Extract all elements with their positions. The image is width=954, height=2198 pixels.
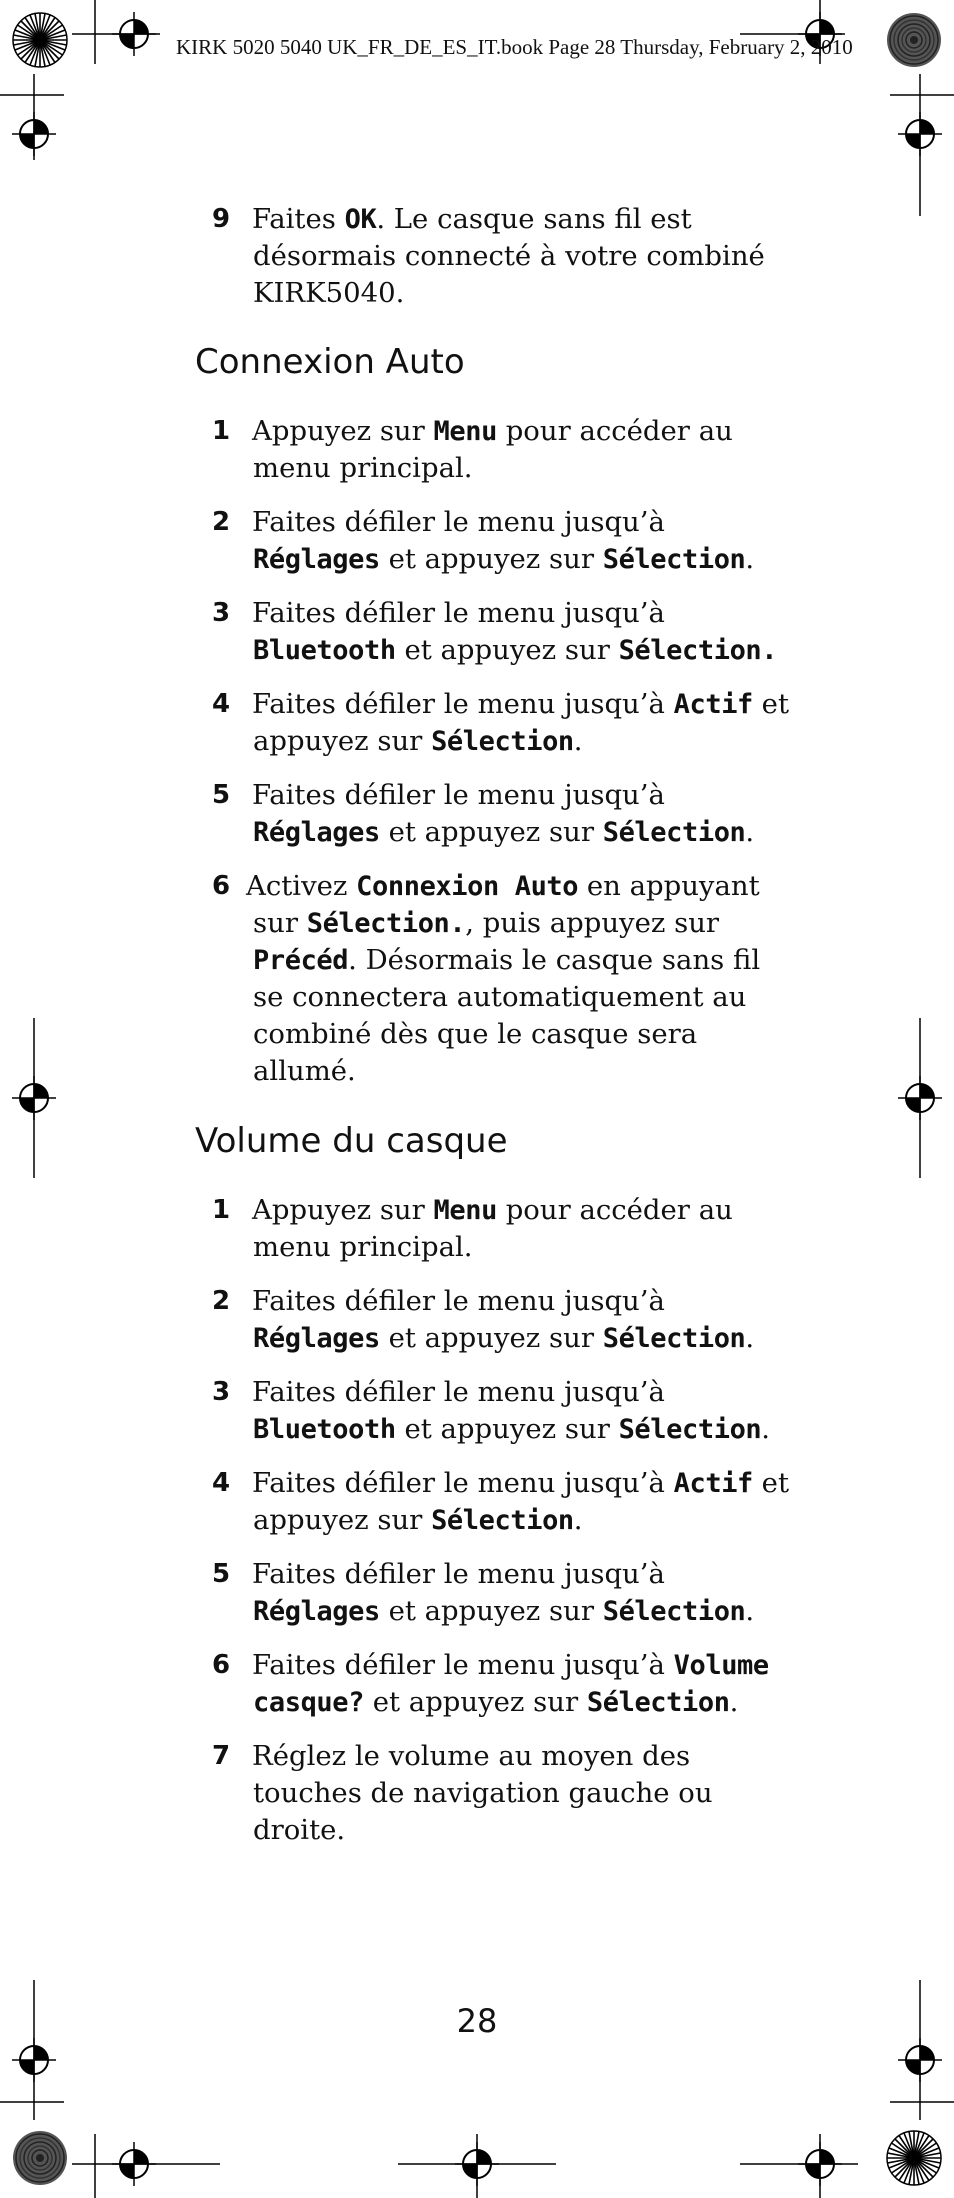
key-label: OK bbox=[344, 204, 377, 235]
step-line: désormais connecté à votre combiné bbox=[253, 240, 765, 272]
step-number: 5 bbox=[212, 1559, 231, 1589]
step-number: 1 bbox=[212, 416, 231, 446]
step-number: 6 bbox=[212, 1650, 231, 1680]
step-text: et appuyez sur bbox=[379, 1595, 603, 1627]
step-number: 2 bbox=[212, 507, 231, 537]
step-text: sur bbox=[253, 907, 307, 939]
step-text: appuyez sur bbox=[253, 725, 432, 757]
key-label: Actif bbox=[673, 1468, 753, 1499]
step-line: Faites défiler le menu jusqu’à bbox=[252, 1558, 665, 1590]
step-text: en appuyant bbox=[578, 870, 760, 902]
step-line: KIRK5040. bbox=[253, 277, 405, 309]
key-label: Sélection bbox=[618, 1414, 762, 1445]
step-line: menu principal. bbox=[253, 452, 473, 484]
section-heading-connexion-auto: Connexion Auto bbox=[195, 342, 465, 382]
volume-step-2 bbox=[212, 1283, 772, 1357]
step-line bbox=[212, 541, 772, 578]
step-line: menu principal. bbox=[253, 1231, 473, 1263]
key-label: Réglages bbox=[253, 544, 380, 575]
key-label: Sélection bbox=[431, 1505, 574, 1536]
step-number: 3 bbox=[212, 1377, 231, 1407]
step-text: et appuyez sur bbox=[395, 634, 619, 666]
key-label: casque? bbox=[253, 1687, 364, 1718]
key-label: Menu bbox=[433, 416, 497, 447]
step-number: 9 bbox=[212, 204, 231, 234]
volume-step-5 bbox=[212, 1556, 772, 1630]
step-number: 1 bbox=[212, 1195, 231, 1225]
section-heading-volume-du-casque: Volume du casque bbox=[195, 1121, 508, 1161]
step-text: et appuyez sur bbox=[379, 816, 603, 848]
step-number: 3 bbox=[212, 598, 231, 628]
key-label: Bluetooth bbox=[253, 1414, 396, 1445]
step-text: , puis appuyez sur bbox=[465, 907, 720, 939]
step-line bbox=[212, 1647, 772, 1684]
step-text: appuyez sur bbox=[253, 1504, 432, 1536]
step-text: Appuyez sur bbox=[252, 1194, 434, 1226]
step-line: Faites défiler le menu jusqu’à bbox=[252, 506, 665, 538]
auto-step-4 bbox=[212, 686, 789, 760]
step-line bbox=[212, 201, 772, 238]
step-line: se connectera automatiquement au bbox=[253, 981, 747, 1013]
step-text: Faites défiler le menu jusqu’à bbox=[252, 688, 674, 720]
step-line bbox=[212, 413, 772, 450]
step-text: . bbox=[761, 1413, 771, 1445]
key-label: Sélection bbox=[602, 817, 746, 848]
intro-step bbox=[212, 201, 772, 312]
step-number: 7 bbox=[212, 1741, 231, 1771]
auto-step-5 bbox=[212, 777, 772, 851]
step-text: et appuyez sur bbox=[364, 1686, 587, 1718]
key-label: Menu bbox=[433, 1195, 497, 1226]
volume-step-6 bbox=[212, 1647, 772, 1721]
step-line bbox=[212, 1192, 772, 1229]
step-number: 4 bbox=[212, 689, 231, 719]
step-text: . Désormais le casque sans fil bbox=[348, 944, 761, 976]
step-line: combiné dès que le casque sera bbox=[253, 1018, 698, 1050]
key-label: Réglages bbox=[253, 1596, 380, 1627]
step-text: . bbox=[745, 816, 755, 848]
step-text: Faites défiler le menu jusqu’à bbox=[252, 1467, 674, 1499]
volume-step-3 bbox=[212, 1374, 772, 1448]
step-text: et appuyez sur bbox=[379, 543, 603, 575]
step-line bbox=[212, 1465, 789, 1502]
step-line bbox=[212, 868, 772, 905]
step-text: . bbox=[745, 1322, 755, 1354]
step-number: 5 bbox=[212, 780, 231, 810]
step-line bbox=[212, 1502, 772, 1539]
key-label: Sélection. bbox=[618, 635, 778, 666]
step-text: . bbox=[573, 1504, 583, 1536]
auto-step-3 bbox=[212, 595, 778, 669]
step-line: Faites défiler le menu jusqu’à bbox=[252, 597, 665, 629]
step-text: et appuyez sur bbox=[395, 1413, 619, 1445]
step-text: pour accéder au bbox=[496, 1194, 733, 1226]
step-line: allumé. bbox=[253, 1055, 356, 1087]
step-text: et bbox=[752, 688, 789, 720]
step-text: . Le casque sans fil est bbox=[376, 203, 692, 235]
auto-step-2 bbox=[212, 504, 772, 578]
page-number: 28 bbox=[456, 2002, 498, 2040]
step-line bbox=[212, 632, 778, 669]
step-line bbox=[212, 814, 772, 851]
step-line bbox=[212, 686, 789, 723]
key-label: Sélection bbox=[431, 726, 574, 757]
key-label: Sélection bbox=[602, 544, 746, 575]
step-text: . bbox=[745, 1595, 755, 1627]
step-line bbox=[212, 905, 772, 942]
step-line bbox=[212, 1411, 772, 1448]
step-text: et bbox=[752, 1467, 789, 1499]
volume-step-4 bbox=[212, 1465, 789, 1539]
key-label: Sélection bbox=[586, 1687, 730, 1718]
key-label: Réglages bbox=[253, 817, 380, 848]
step-line bbox=[212, 942, 772, 979]
step-line: touches de navigation gauche ou bbox=[253, 1777, 713, 1809]
auto-step-1 bbox=[212, 413, 772, 487]
step-text: . bbox=[745, 543, 755, 575]
step-line bbox=[212, 1593, 772, 1630]
step-line: Faites défiler le menu jusqu’à bbox=[252, 779, 665, 811]
print-header: KIRK 5020 5040 UK_FR_DE_ES_IT.book Page 28 Thursday, February 2, 2010 bbox=[176, 35, 853, 59]
auto-step-6 bbox=[212, 868, 772, 1090]
step-line bbox=[212, 1320, 772, 1357]
step-text: . bbox=[573, 725, 583, 757]
key-label: Connexion Auto bbox=[356, 871, 579, 902]
key-label: Sélection. bbox=[306, 908, 466, 939]
key-label: Réglages bbox=[253, 1323, 380, 1354]
key-label: Précéd bbox=[253, 945, 349, 976]
key-label: Volume bbox=[673, 1650, 769, 1681]
step-line bbox=[212, 1684, 772, 1721]
step-text: . bbox=[729, 1686, 739, 1718]
step-text: Faites défiler le menu jusqu’à bbox=[252, 1649, 674, 1681]
volume-step-1 bbox=[212, 1192, 772, 1266]
step-line: droite. bbox=[253, 1814, 346, 1846]
key-label: Sélection bbox=[602, 1596, 746, 1627]
step-line bbox=[212, 723, 772, 760]
step-number: 6 bbox=[212, 871, 231, 901]
step-text: pour accéder au bbox=[496, 415, 733, 447]
step-text: Appuyez sur bbox=[252, 415, 434, 447]
volume-step-7 bbox=[212, 1738, 772, 1849]
step-text: Activez bbox=[246, 870, 357, 902]
step-number: 4 bbox=[212, 1468, 231, 1498]
step-line: Faites défiler le menu jusqu’à bbox=[252, 1285, 665, 1317]
step-text: Faites bbox=[252, 203, 345, 235]
step-number: 2 bbox=[212, 1286, 231, 1316]
step-text: et appuyez sur bbox=[379, 1322, 603, 1354]
step-line: Réglez le volume au moyen des bbox=[252, 1740, 691, 1772]
key-label: Sélection bbox=[602, 1323, 746, 1354]
key-label: Bluetooth bbox=[253, 635, 396, 666]
step-line: Faites défiler le menu jusqu’à bbox=[252, 1376, 665, 1408]
key-label: Actif bbox=[673, 689, 753, 720]
